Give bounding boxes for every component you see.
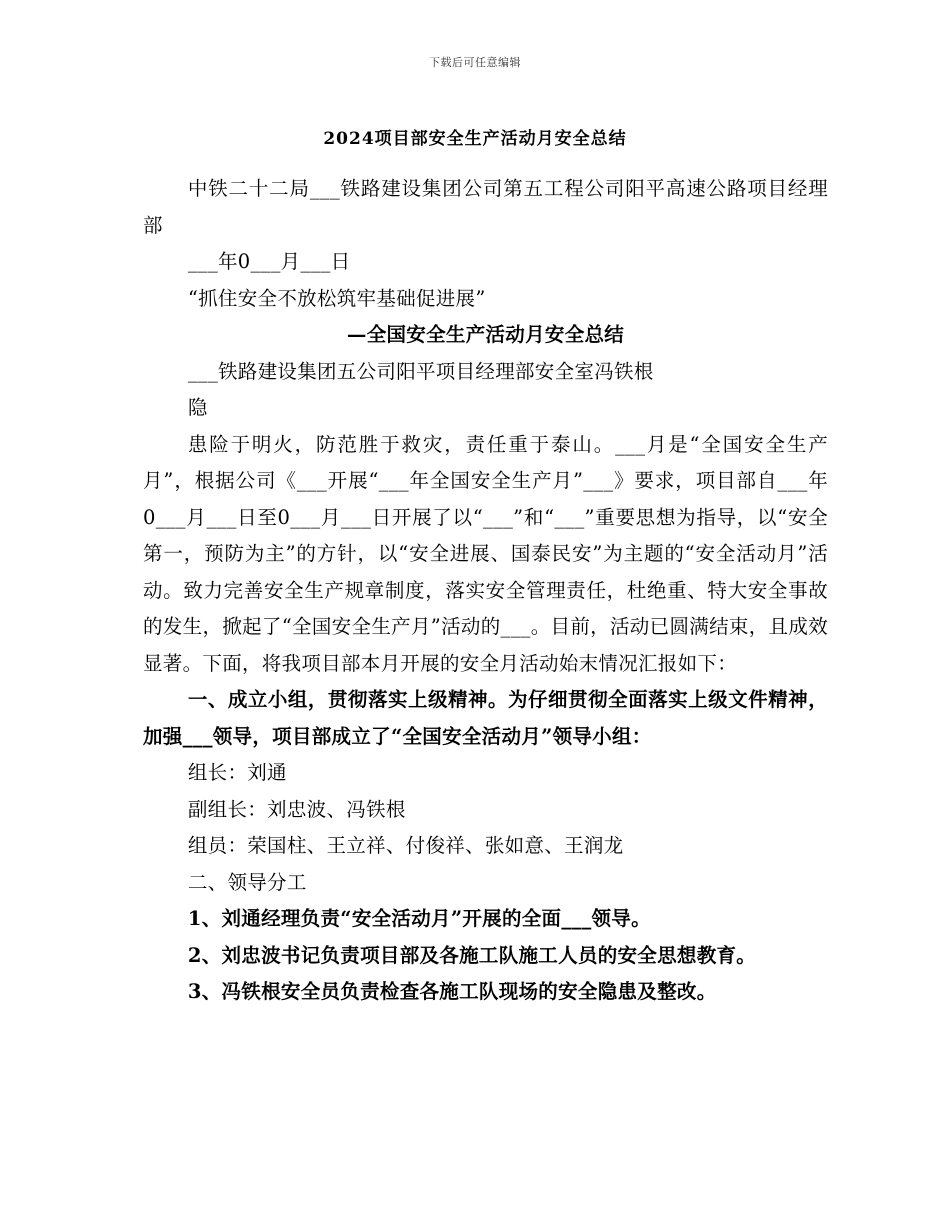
- paragraph-section-one: 一、成立小组，贯彻落实上级精神。为仔细贯彻全面落实上级文件精神，加强___领导，项目部成立了“全国安全活动月”领导小组：: [143, 688, 828, 748]
- paragraph-duty-3: 3、冯铁根安全员负责检查各施工队现场的安全隐患及整改。: [187, 980, 717, 1003]
- paragraph-author: ___铁路建设集团五公司阳平项目经理部安全室冯铁根: [187, 359, 654, 383]
- paragraph-organization: 中铁二十二局___铁路建设集团公司第五工程公司阳平高速公路项目经理部: [143, 177, 828, 237]
- paragraph-intro: 患险于明火，防范胜于救灾，责任重于泰山。___月是“全国安全生产月”，根据公司《___开展“___年全国安全生产月”___》要求，项目部自___年0___月___日至0___月___日开展了以“___”和“___”重要思想为指导，以“安全第一，预防为主”的方针，以“安全进展、国泰民安”为主题的“安全活动月”活动。致力完善安全生产规章制度，落实安全管理责任，杜绝重、特大安全事故的发生，掀起了“全国安全生产月”活动的___。目前，活动已圆满结束，且成效显著。下面，将我项目部本月开展的安全月活动始末情况汇报如下：: [143, 432, 828, 675]
- paragraph-duty-2: 2、刘忠波书记负责项目部及各施工队施工人员的安全思想教育。: [187, 943, 757, 967]
- paragraph-slogan: “抓住安全不放松筑牢基础促进展”: [187, 286, 486, 310]
- paragraph-duty-1: 1、刘通经理负责“安全活动月”开展的全面___领导。: [187, 907, 651, 930]
- paragraph-members: 组员：荣国柱、王立祥、付俊祥、张如意、王润龙: [187, 834, 624, 857]
- paragraph-leader: 组长：刘通: [187, 761, 287, 784]
- paragraph-subtitle: —全国安全生产活动月安全总结: [346, 323, 625, 346]
- paragraph-section-two: 二、领导分工: [187, 870, 307, 894]
- header-note: 下载后可任意编辑: [429, 56, 521, 69]
- paragraph-date: ___年0___月___日: [187, 250, 351, 273]
- document-title: 2024项目部安全生产活动月安全总结: [323, 129, 627, 149]
- paragraph-fragment: 隐: [187, 396, 208, 419]
- document-body: [143, 171, 828, 1011]
- paragraph-deputy-leaders: 副组长：刘忠波、冯铁根: [187, 797, 406, 821]
